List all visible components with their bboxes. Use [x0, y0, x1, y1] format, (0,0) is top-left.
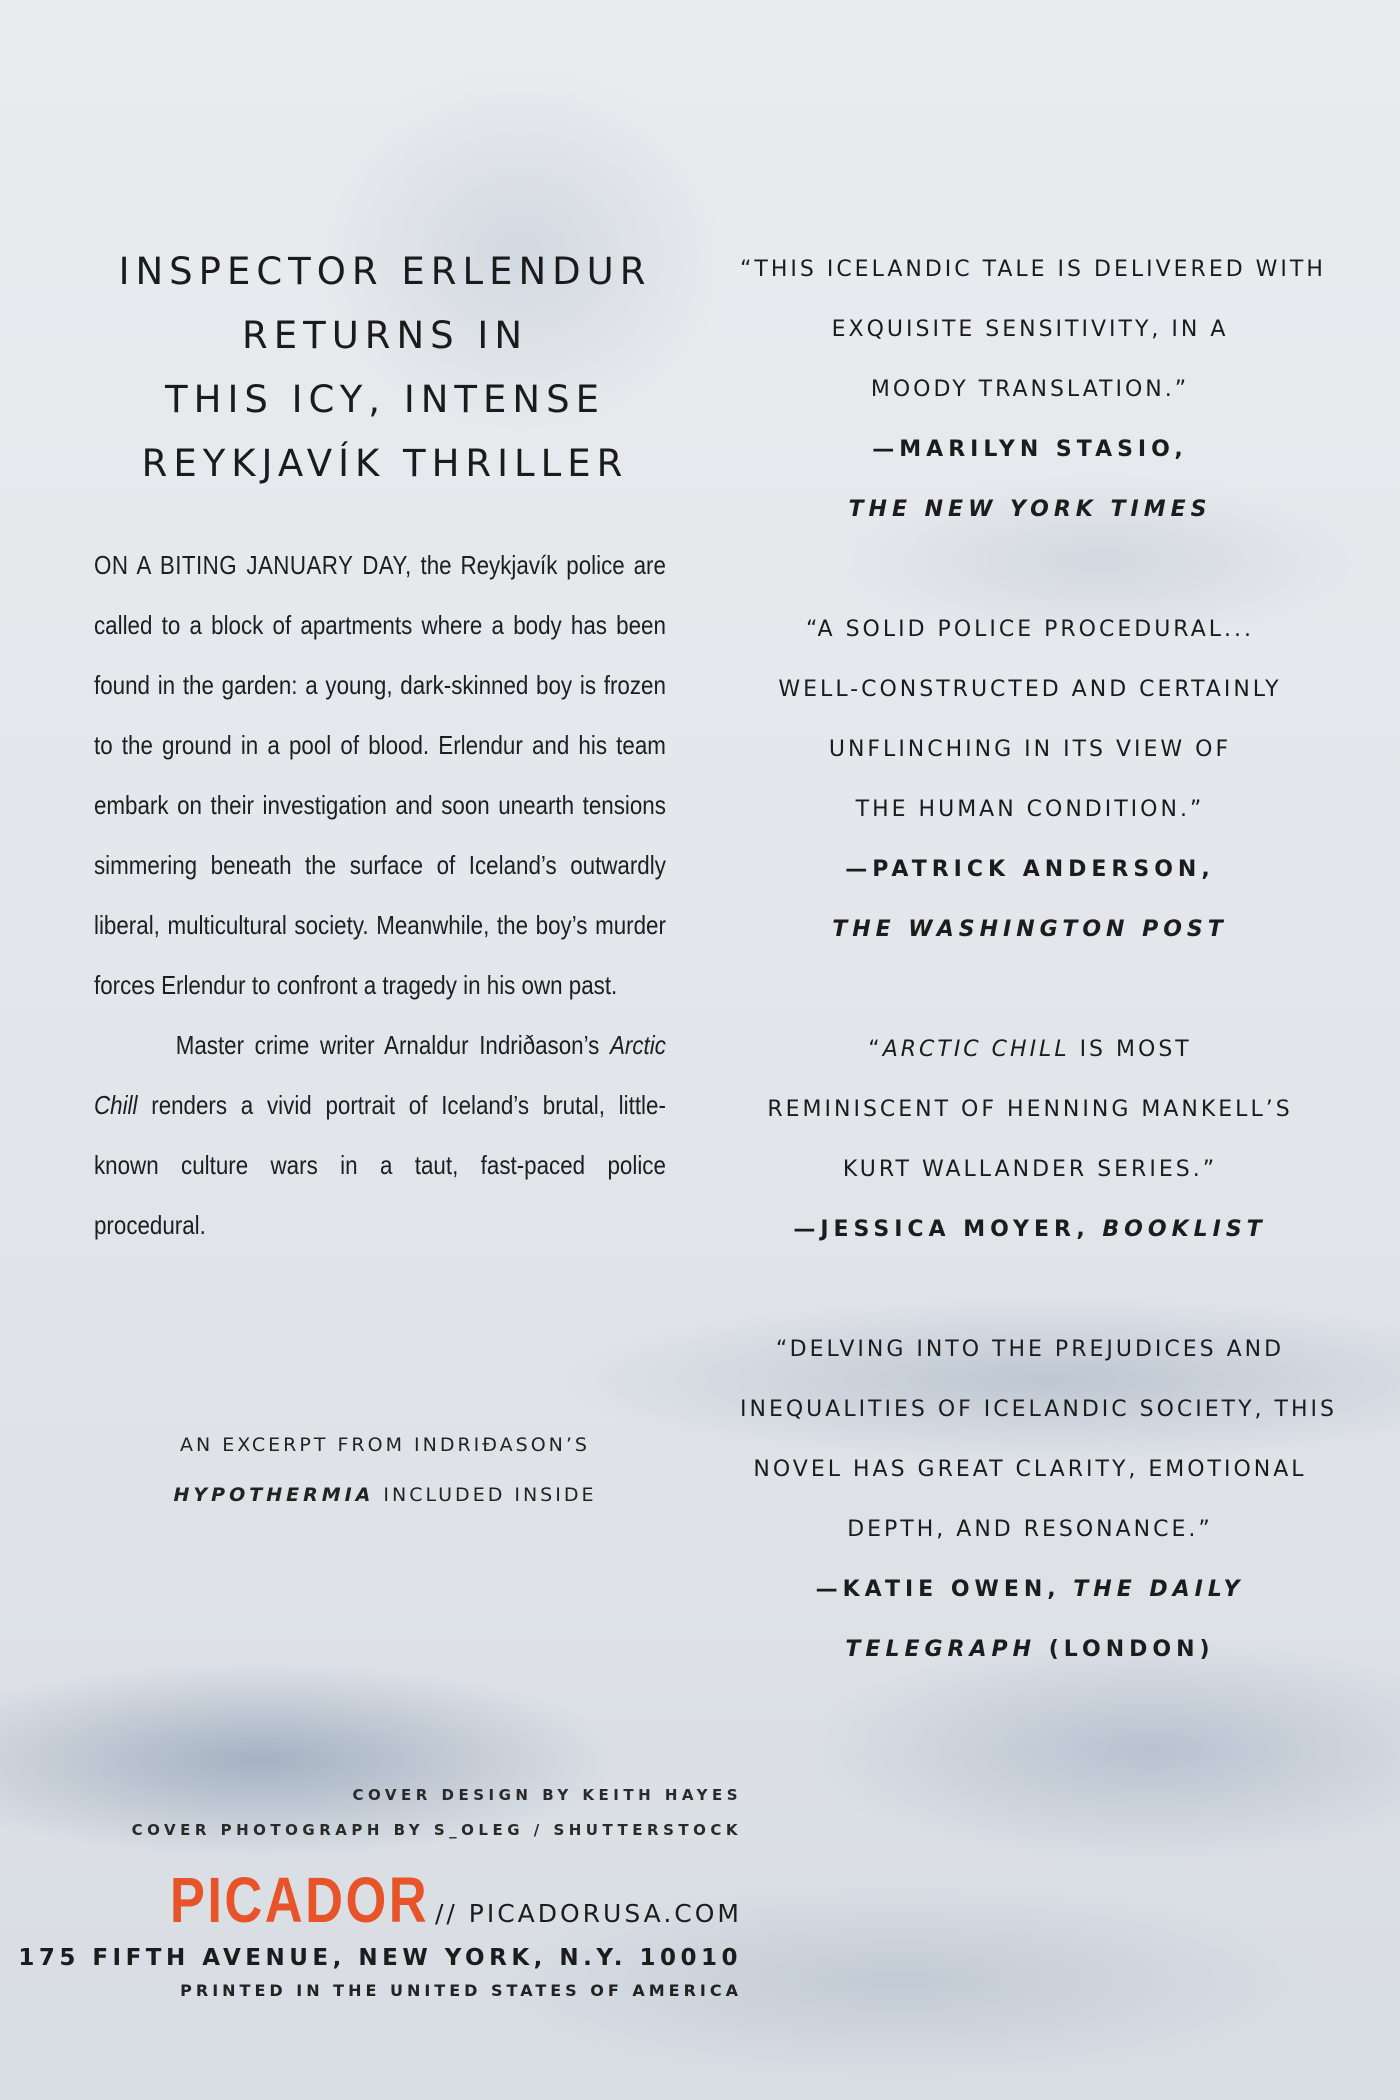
- quote-publication: TELEGRAPH: [845, 1637, 1037, 1662]
- description-text: the Reykjavík police are called to a block of apartments where a body has been found in the garden: a young, dark-skinned boy is frozen to the ground in a pool of blood. Erlendur and his team embark on their investigation and soon unearth tensions simmering beneath the surface of Iceland’s outwardly liberal, multicultural society. Meanwhile, the boy’s murder forces Erlendur to confront a tragedy in his own past.: [94, 550, 666, 1000]
- excerpt-line: HYPOTHERMIA INCLUDED INSIDE: [173, 1484, 597, 1506]
- quote-publication: THE DAILY: [1073, 1577, 1245, 1602]
- cover-credits: [132, 1778, 742, 1848]
- headline-line: REYKJAVÍK THRILLER: [141, 442, 629, 485]
- quote-book-title: ARCTIC CHILL: [882, 1037, 1070, 1062]
- quote-author: —MARILYN STASIO,: [872, 437, 1188, 462]
- book-title: Arctic Chill: [94, 1030, 666, 1120]
- review-quote: [740, 240, 1326, 540]
- quote-line: THE HUMAN CONDITION.”: [855, 797, 1205, 822]
- headline-line: THIS ICY, INTENSE: [165, 378, 605, 421]
- quote-publication: THE WASHINGTON POST: [832, 917, 1228, 942]
- headline: [90, 240, 680, 496]
- description-paragraph: [94, 535, 666, 1015]
- cover-photo-credit: COVER PHOTOGRAPH BY S_OLEG / SHUTTERSTOCK: [131, 1821, 742, 1839]
- review-quote: [740, 1020, 1320, 1260]
- publisher-logo: PICADOR: [169, 1864, 429, 1936]
- excerpt-note: [90, 1420, 680, 1520]
- quote-publication: BOOKLIST: [1102, 1217, 1267, 1242]
- quote-line: INEQUALITIES OF ICELANDIC SOCIETY, THIS: [740, 1397, 1337, 1422]
- publisher-url: // PICADORUSA.COM: [434, 1899, 742, 1928]
- quote-line: KURT WALLANDER SERIES.”: [842, 1157, 1218, 1182]
- quote-line: “THIS ICELANDIC TALE IS DELIVERED WITH: [740, 257, 1326, 282]
- review-quotes: [740, 240, 1337, 1740]
- description-lead: ON A BITING JANUARY DAY,: [94, 550, 412, 580]
- cover-design-credit: COVER DESIGN BY KEITH HAYES: [352, 1786, 742, 1804]
- quote-author: —JESSICA MOYER, BOOKLIST: [793, 1217, 1267, 1242]
- quote-line: “ARCTIC CHILL IS MOST: [868, 1037, 1192, 1062]
- quote-line: DEPTH, AND RESONANCE.”: [847, 1517, 1213, 1542]
- quote-author: —PATRICK ANDERSON,: [845, 857, 1215, 882]
- quote-author-cont: TELEGRAPH (LONDON): [845, 1637, 1215, 1662]
- review-quote: [740, 600, 1320, 960]
- publisher-brand-row: [18, 1862, 742, 1936]
- description-text: renders a vivid portrait of Iceland’s brutal, little-known culture wars in a taut, fast-paced police procedural.: [94, 1090, 666, 1240]
- description-paragraph: [94, 1015, 666, 1255]
- excerpt-book-title: HYPOTHERMIA: [173, 1484, 375, 1506]
- book-description: [94, 535, 666, 1255]
- publisher-block: [18, 1862, 742, 2004]
- printed-in-note: PRINTED IN THE UNITED STATES OF AMERICA: [180, 1981, 742, 2000]
- quote-line: EXQUISITE SENSITIVITY, IN A: [831, 317, 1229, 342]
- quote-line: WELL-CONSTRUCTED AND CERTAINLY: [778, 677, 1282, 702]
- review-quote: [740, 1320, 1337, 1680]
- quote-publication: THE NEW YORK TIMES: [848, 497, 1212, 522]
- quote-line: MOODY TRANSLATION.”: [870, 377, 1190, 402]
- quote-line: UNFLINCHING IN ITS VIEW OF: [828, 737, 1232, 762]
- quote-author: —KATIE OWEN, THE DAILY: [815, 1577, 1245, 1602]
- headline-line: RETURNS IN: [242, 314, 528, 357]
- excerpt-line: AN EXCERPT FROM INDRIĐASON’S: [180, 1434, 590, 1456]
- description-text: Master crime writer Arnaldur Indriðason’s: [175, 1030, 610, 1060]
- quote-line: REMINISCENT OF HENNING MANKELL’S: [767, 1097, 1293, 1122]
- quote-line: “DELVING INTO THE PREJUDICES AND: [775, 1337, 1285, 1362]
- quote-line: “A SOLID POLICE PROCEDURAL...: [805, 617, 1254, 642]
- quote-line: NOVEL HAS GREAT CLARITY, EMOTIONAL: [753, 1457, 1307, 1482]
- headline-line: INSPECTOR ERLENDUR: [118, 250, 652, 293]
- publisher-address: 175 FIFTH AVENUE, NEW YORK, N.Y. 10010: [18, 1945, 742, 1971]
